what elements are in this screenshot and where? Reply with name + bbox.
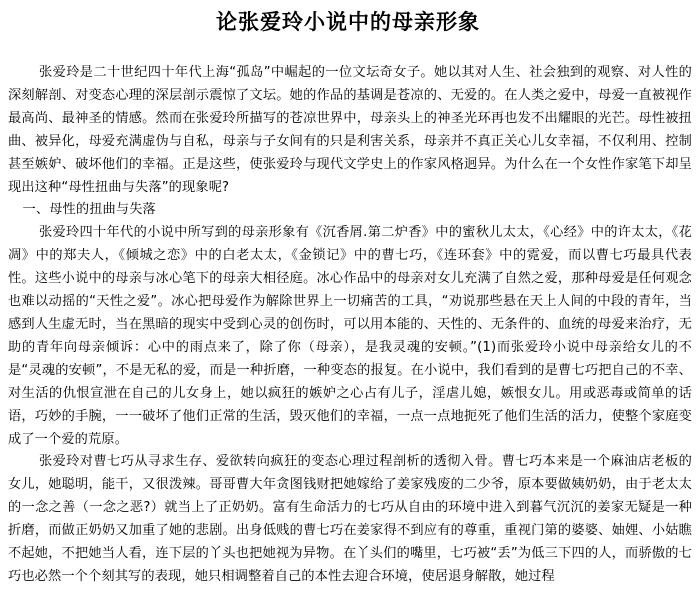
document-title: 论张爱玲小说中的母亲形象 [216,9,480,34]
paragraph-intro: 张爱玲是二十世纪四十年代上海“孤岛”中崛起的一位文坛奇女子。她以其对人生、社会独到的观察、对人性的深刻解剖、对变态心理的深层剖示震惊了文坛。她的作品的基调是苍凉的、无爱的。在人类之爱中，母爱一直被视作最高尚、最神圣的情感。然而在张爱玲所描写的苍凉世界中，母亲头上的神圣光环再也发不出耀眼的光芒。母性被扭曲、被异化，母爱充满虚伪与自私，母亲与子女间有的只是利害关系，母亲并不真正关心儿女幸福，不仅利用、控制甚至嫉妒、破坏他们的幸福。正是这些，使张爱玲与现代文学史上的作家风格迥异。为什么在一个女性作家笔下却呈现出这种“母性扭曲与失落”的现象呢? [8,65,692,195]
document-body [8,62,692,589]
section-heading: 一、母性的扭曲与失落 [22,202,156,218]
paragraph-section1-2: 张爱玲对曹七巧从寻求生存、爱欲转向疯狂的变态心理过程剖析的透彻入骨。曹七巧本来是一个麻油店老板的女儿，她聪明，能干，又很泼辣。哥哥曹大年贪图钱财把她嫁给了姜家残废的二少爷，原本要做姨奶奶，由于老太太的一念之善（一念之恶?）就当上了正奶奶。富有生命活力的七巧从自由的环境中进入到暮气沉沉的姜家无疑是一种折磨，而做正奶奶又加重了她的悲剧。出身低贱的曹七巧在姜家得不到应有的尊重，重视门第的婆婆、妯娌、小姑瞧不起她，不把她当人看，连下层的丫头也把她视为异物。在丫头们的嘴里，七巧被“丢”为低三下四的人，而骄傲的七巧也必然一个个刻其写的表现，她只相调整着自己的本性去迎合环境，使居退身解散，她过程 [8,454,692,584]
paragraph-section1-1: 张爱玲四十年代的小说中所写到的母亲形象有《沉香屑.第二炉香》中的蜜秋儿太太，《心经》中的许太太，《花凋》中的郑夫人，《倾城之恋》中的白老太太，《金锁记》中的曹七巧，《连环套》中的霓爱，而以曹七巧最具代表性。这些小说中的母亲与冰心笔下的母亲大相径庭。冰心作品中的母亲对女儿充满了自然之爱，那种母爱是任何观念也难以动摇的“天性之爱”。冰心把母爱作为解除世界上一切痛苦的工具，“劝说那些悬在天上人间的中段的青年，当感到人生虚无时，当在黑暗的现实中受到心灵的创伤时，可以用本能的、天性的、无条件的、血统的母爱来治疗，无助的青年向母亲倾诉：心中的雨点来了，除了你（母亲），是我灵魂的安顿。”(1)而张爱玲小说中母亲给女儿的不是“灵魂的安顿”，不是无私的爱，而是一种折磨，一种变态的报复。在小说中，我们看到的是曹七巧把自己的不幸、对生活的仇恨宣泄在自己的儿女身上，她以疯狂的嫉妒之心占有儿子，淫虐儿媳，嫉恨女儿。用或恶毒或简单的话语，巧妙的手腕，一一破坏了他们正常的生活，毁灭他们的幸福，一点一点地扼死了他们生活的活力，使整个家庭变成了一个爱的荒原。 [8,225,692,447]
